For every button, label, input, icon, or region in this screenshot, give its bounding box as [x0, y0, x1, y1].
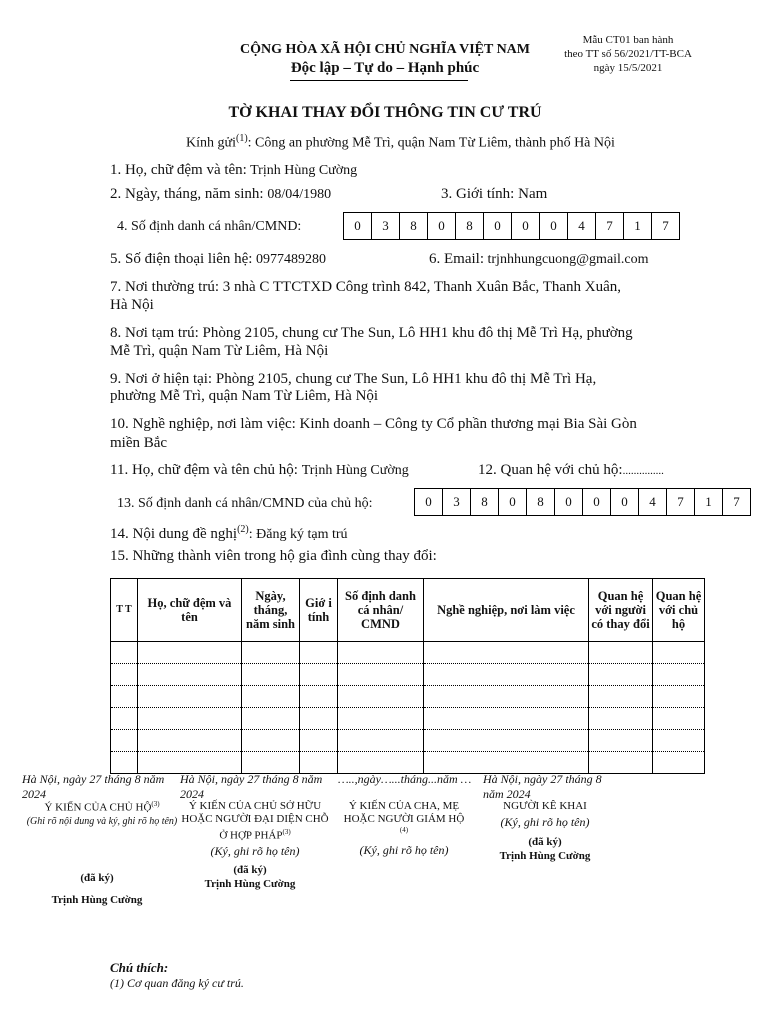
sig4-name: Trịnh Hùng Cường — [499, 850, 591, 862]
id-number-digit: 7 — [662, 218, 669, 233]
table-cell — [242, 730, 300, 752]
table-row — [111, 752, 705, 774]
field-current-address-line2: phường Mễ Trì, quận Nam Từ Liêm, Hà Nội — [110, 388, 379, 404]
sig2-date: Hà Nội, ngày 27 tháng 8 năm 2024 — [180, 772, 323, 801]
head-id-number-digit: 8 — [527, 489, 555, 515]
sig4-note: (Ký, ghi rõ họ tên) — [500, 815, 590, 829]
field-email-value: trjnhhungcuong@gmail.com — [487, 252, 649, 267]
sig1-title-text: Ý KIẾN CỦA CHỦ HỘ — [44, 801, 152, 814]
table-cell — [111, 664, 138, 686]
table-cell — [300, 686, 338, 708]
field-request-label: 14. Nội dung đề nghị — [110, 526, 238, 542]
members-table-body — [111, 642, 705, 774]
head-id-number-digit: 1 — [695, 489, 723, 515]
sig2-name: Trịnh Hùng Cường — [204, 878, 296, 890]
sig3-title: Ý KIẾN CỦA CHA, MẸ HOẶC NGƯỜI GIÁM HỘ — [343, 800, 465, 825]
id-number-digit: 0 — [344, 213, 372, 239]
table-cell — [338, 686, 424, 708]
field-full-name — [110, 162, 357, 179]
head-id-number-digit: 0 — [611, 489, 639, 515]
table-cell — [242, 708, 300, 730]
table-cell — [589, 730, 653, 752]
field-phone — [110, 251, 326, 268]
field-phone-label: 5. Số điện thoại liên hệ: — [110, 251, 253, 267]
table-cell — [242, 664, 300, 686]
table-row — [111, 664, 705, 686]
table-cell — [138, 686, 242, 708]
sig1-note: (Ghi rõ nội dung và ký, ghi rõ họ tên) — [26, 816, 178, 827]
table-cell — [111, 752, 138, 774]
table-cell — [589, 642, 653, 664]
id-number-digit: 0 — [540, 213, 568, 239]
form-title: TỜ KHAI THAY ĐỔI THÔNG TIN CƯ TRÚ — [228, 104, 542, 121]
table-cell — [338, 708, 424, 730]
members-table-header — [111, 579, 705, 642]
table-cell — [138, 752, 242, 774]
head-id-number-digit: 0 — [555, 489, 583, 515]
table-cell — [242, 752, 300, 774]
id-number-digit: 3 — [372, 213, 400, 239]
field-relation-head — [478, 462, 664, 479]
sig1-title — [22, 800, 182, 814]
field-id-label: 4. Số định danh cá nhân/CMND: — [117, 219, 302, 234]
id-number-digit: 7 — [596, 213, 624, 239]
field-permanent-address-line1: 7. Nơi thường trú: 3 nhà C TTCTXD Công trình 842, Thanh Xuân Bắc, Thanh Xuân, — [110, 279, 622, 295]
table-cell — [589, 752, 653, 774]
head-id-number-digit: 4 — [639, 489, 667, 515]
field-birth-date — [110, 186, 331, 203]
field-gender — [441, 186, 547, 203]
field-full-name-value: Trịnh Hùng Cường — [250, 163, 358, 178]
sig2-sup: (3) — [282, 828, 291, 836]
table-cell — [338, 752, 424, 774]
table-row — [111, 730, 705, 752]
table-cell — [424, 752, 589, 774]
head-id-number-digit: 7 — [733, 494, 740, 509]
table-cell — [589, 708, 653, 730]
recipient-line — [186, 133, 615, 152]
table-cell — [300, 730, 338, 752]
sig2-title-text: Ý KIẾN CỦA CHỦ SỞ HỮU HOẶC NGƯỜI ĐẠI DIỆN CHỖ Ở HỢP PHÁP — [181, 800, 329, 842]
col-header-gender: Giớ i tính — [300, 579, 338, 642]
table-row — [111, 642, 705, 664]
table-cell — [300, 642, 338, 664]
table-cell — [111, 708, 138, 730]
col-header-relation-head: Quan hệ với chủ hộ — [653, 579, 705, 642]
table-cell — [138, 708, 242, 730]
id-number-digit: 8 — [400, 213, 428, 239]
sig2-title — [180, 800, 330, 843]
sig1-sup: (3) — [151, 800, 160, 808]
sig3-date: …..,ngày…...tháng...năm … — [338, 772, 472, 786]
field-members-label: 15. Những thành viên trong hộ gia đình cùng thay đổi: — [110, 548, 437, 564]
id-number-digit: 1 — [624, 213, 652, 239]
field-gender-value: Nam — [518, 186, 548, 202]
footnote-title: Chú thích: — [110, 960, 169, 975]
table-cell — [138, 730, 242, 752]
id-number-digit: 8 — [456, 213, 484, 239]
sig3-sup: (4) — [399, 826, 409, 834]
field-email-label: 6. Email: — [429, 251, 484, 267]
sig4-signed: (đã ký) — [528, 836, 562, 848]
members-table — [110, 578, 705, 774]
recipient-label: Kính gửi — [186, 135, 236, 151]
table-cell — [111, 686, 138, 708]
table-cell — [653, 686, 705, 708]
table-cell — [653, 730, 705, 752]
field-relation-head-label: 12. Quan hệ với chủ hộ: — [478, 462, 623, 478]
footnote-1: (1) Cơ quan đăng ký cư trú. — [110, 976, 244, 990]
table-cell — [653, 752, 705, 774]
table-cell — [424, 686, 589, 708]
sig1-date: Hà Nội, ngày 27 tháng 8 năm 2024 — [22, 772, 165, 801]
col-header-occupation: Nghề nghiệp, nơi làm việc — [424, 579, 589, 642]
recipient-sup: (1) — [235, 133, 248, 144]
field-phone-value: 0977489280 — [255, 252, 326, 267]
field-request — [110, 524, 348, 543]
id-number-digit: 0 — [428, 213, 456, 239]
head-id-number-digit: 7 — [667, 489, 695, 515]
head-id-number-boxes — [414, 488, 751, 516]
table-cell — [111, 642, 138, 664]
field-request-sup: (2) — [237, 524, 249, 535]
table-row — [111, 686, 705, 708]
table-cell — [242, 686, 300, 708]
table-cell — [424, 664, 589, 686]
table-cell — [111, 730, 138, 752]
col-header-name: Họ, chữ đệm và tên — [138, 579, 242, 642]
table-cell — [138, 642, 242, 664]
field-occupation-line2: miền Bắc — [110, 435, 168, 451]
field-relation-head-value: ............... — [622, 465, 664, 477]
sig2-note: (Ký, ghi rõ họ tên) — [210, 844, 300, 858]
col-header-id: Số định danh cá nhân/ CMND — [338, 579, 424, 642]
sig4-title: NGƯỜI KÊ KHAI — [503, 800, 587, 812]
id-number-boxes — [343, 212, 680, 240]
field-email — [429, 251, 649, 268]
table-cell — [653, 708, 705, 730]
id-number-digit: 0 — [484, 213, 512, 239]
form-code-line1: Mẫu CT01 ban hành — [582, 34, 674, 46]
field-household-head-value: Trịnh Hùng Cường — [301, 463, 409, 478]
field-request-value: : Đăng ký tạm trú — [248, 527, 348, 542]
field-gender-label: 3. Giới tính: — [441, 186, 515, 202]
sig1-signed: (đã ký) — [80, 872, 114, 884]
table-cell — [589, 664, 653, 686]
recipient-value: : Công an phường Mễ Trì, quận Nam Từ Liêm, thành phố Hà Nội — [247, 135, 615, 151]
sig2-signed: (đã ký) — [233, 864, 267, 876]
field-head-id-label: 13. Số định danh cá nhân/CMND của chủ hộ: — [117, 496, 373, 511]
table-cell — [242, 642, 300, 664]
col-header-relation-changer: Quan hệ với người có thay đổi — [589, 579, 653, 642]
table-cell — [338, 730, 424, 752]
motto-underline — [290, 80, 468, 81]
national-motto: Độc lập – Tự do – Hạnh phúc — [290, 60, 480, 76]
head-id-number-digit: 0 — [499, 489, 527, 515]
table-cell — [589, 686, 653, 708]
field-temporary-address-line1: 8. Nơi tạm trú: Phòng 2105, chung cư The Sun, Lô HH1 khu đô thị Mễ Trì Hạ, phường — [110, 325, 633, 341]
head-id-number-digit: 8 — [471, 489, 499, 515]
sig3-note: (Ký, ghi rõ họ tên) — [359, 843, 449, 857]
table-cell — [653, 664, 705, 686]
table-cell — [300, 752, 338, 774]
col-header-birth: Ngày, tháng, năm sinh — [242, 579, 300, 642]
field-current-address-line1: 9. Nơi ở hiện tại: Phòng 2105, chung cư The Sun, Lô HH1 khu đô thị Mễ Trì Hạ, — [110, 371, 597, 387]
table-cell — [338, 664, 424, 686]
field-permanent-address-line2: Hà Nội — [110, 297, 154, 313]
sig4-date: Hà Nội, ngày 27 tháng 8 năm 2024 — [483, 772, 602, 801]
field-temporary-address-line2: Mễ Trì, quận Nam Từ Liêm, Hà Nội — [110, 343, 329, 359]
field-household-head-label: 11. Họ, chữ đệm và tên chủ hộ: — [110, 462, 298, 478]
table-cell — [300, 664, 338, 686]
table-cell — [424, 642, 589, 664]
col-header-index: T T — [111, 579, 138, 642]
id-number-digit: 4 — [568, 213, 596, 239]
head-id-number-digit: 0 — [583, 489, 611, 515]
sig1-name: Trịnh Hùng Cường — [51, 894, 143, 906]
country-name: CỘNG HÒA XÃ HỘI CHỦ NGHĨA VIỆT NAM — [239, 42, 530, 57]
table-cell — [424, 730, 589, 752]
head-id-number-digit: 0 — [415, 489, 443, 515]
id-number-digit: 0 — [512, 213, 540, 239]
field-birth-date-label: 2. Ngày, tháng, năm sinh: — [110, 186, 264, 202]
table-cell — [653, 642, 705, 664]
head-id-number-digit: 3 — [443, 489, 471, 515]
field-occupation-line1: 10. Nghề nghiệp, nơi làm việc: Kinh doanh – Công ty Cổ phần thương mại Bia Sài Gòn — [110, 416, 637, 432]
field-birth-date-value: 08/04/1980 — [267, 187, 332, 202]
table-cell — [300, 708, 338, 730]
table-cell — [338, 642, 424, 664]
field-full-name-label: 1. Họ, chữ đệm và tên: — [110, 162, 247, 178]
form-code-line3: ngày 15/5/2021 — [593, 62, 663, 74]
table-row — [111, 708, 705, 730]
table-cell — [424, 708, 589, 730]
form-code-line2: theo TT số 56/2021/TT-BCA — [564, 48, 692, 60]
field-household-head — [110, 462, 409, 479]
table-cell — [138, 664, 242, 686]
